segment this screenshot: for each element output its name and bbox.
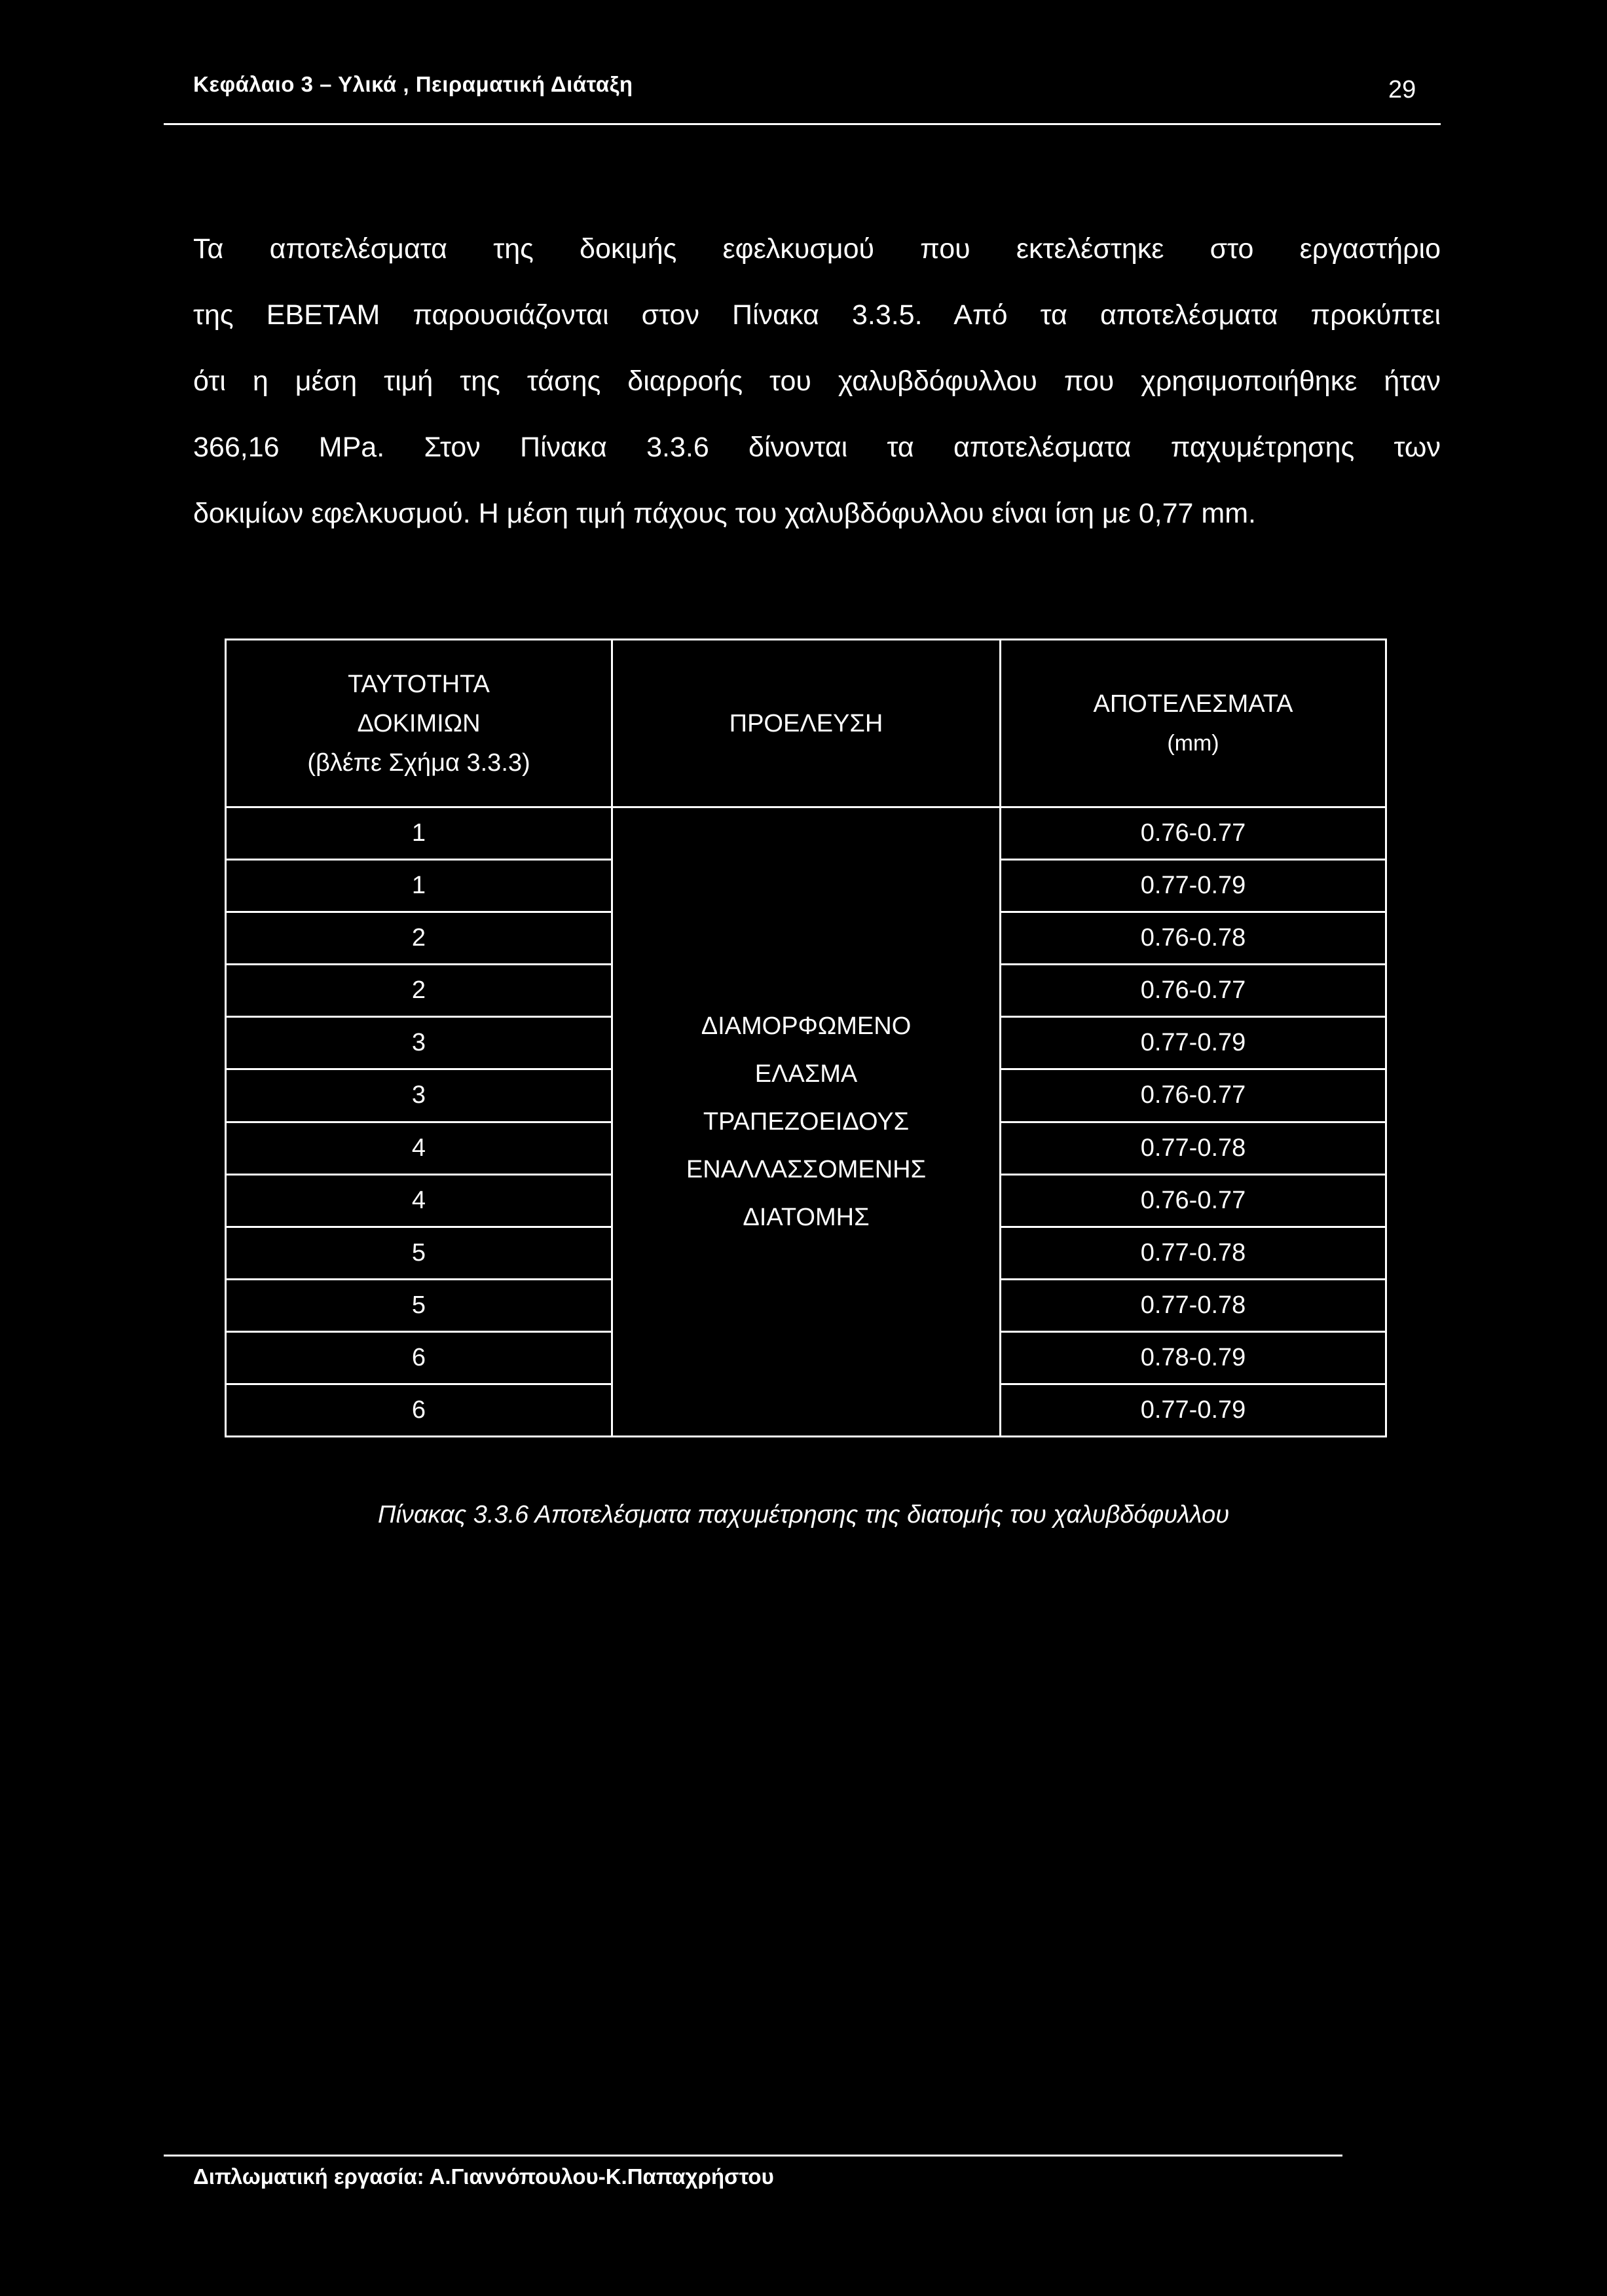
specimen-id-cell: 4 — [226, 1174, 612, 1227]
thickness-results-table — [225, 639, 1387, 1437]
body-paragraph — [193, 216, 1441, 547]
result-cell: 0.77-0.79 — [1001, 860, 1386, 912]
result-cell: 0.76-0.77 — [1001, 1069, 1386, 1122]
result-cell: 0.76-0.78 — [1001, 912, 1386, 965]
paragraph-line: Τα αποτελέσματα της δοκιμής εφελκυσμού που εκτελέστηκε στο εργαστήριο — [193, 233, 1441, 265]
specimen-id-cell: 3 — [226, 1069, 612, 1122]
result-cell: 0.77-0.78 — [1001, 1122, 1386, 1174]
result-cell: 0.77-0.79 — [1001, 1017, 1386, 1069]
specimen-id-cell: 3 — [226, 1017, 612, 1069]
result-cell: 0.77-0.78 — [1001, 1227, 1386, 1279]
header-origin: ΠΡΟΕΛΕΥΣΗ — [612, 640, 1001, 807]
paragraph-line: της ΕΒΕΤΑΜ παρουσιάζονται στον Πίνακα 3.3.5. Από τα αποτελέσματα προκύπτει — [193, 299, 1441, 331]
paragraph-line: ότι η μέση τιμή της τάσης διαρροής του χαλυβδόφυλλου που χρησιμοποιήθηκε ήταν — [193, 365, 1441, 397]
result-cell: 0.77-0.78 — [1001, 1279, 1386, 1331]
paragraph-line: δοκιμίων εφελκυσμού. Η μέση τιμή πάχους του χαλυβδόφυλλου είναι ίση με 0,77 mm. — [193, 498, 1256, 529]
result-cell: 0.76-0.77 — [1001, 807, 1386, 860]
specimen-id-cell: 4 — [226, 1122, 612, 1174]
origin-cell: ΔΙΑΜΟΡΦΩΜΕΝΟ ΕΛΑΣΜΑ ΤΡΑΠΕΖΟΕΙΔΟΥΣ ΕΝΑΛΛΑΣΣΟΜΕΝΗΣ ΔΙΑΤΟΜΗΣ — [612, 807, 1001, 1437]
header-results: ΑΠΟΤΕΛΕΣΜΑΤΑ (mm) — [1001, 640, 1386, 807]
specimen-id-cell: 6 — [226, 1331, 612, 1384]
result-cell: 0.76-0.77 — [1001, 965, 1386, 1017]
header-specimen-id: ΤΑΥΤΟΤΗΤΑ ΔΟΚΙΜΙΩΝ (βλέπε Σχήμα 3.3.3) — [226, 640, 612, 807]
paragraph-line: 366,16 MPa. Στον Πίνακα 3.3.6 δίνονται τα αποτελέσματα παχυμέτρησης των — [193, 432, 1441, 463]
specimen-id-cell: 6 — [226, 1384, 612, 1436]
specimen-id-cell: 1 — [226, 807, 612, 860]
footer-divider — [164, 2155, 1342, 2157]
specimen-id-cell: 5 — [226, 1279, 612, 1331]
result-cell: 0.78-0.79 — [1001, 1331, 1386, 1384]
specimen-id-cell: 2 — [226, 912, 612, 965]
table-header-row — [226, 640, 1386, 807]
footer-credit: Διπλωματική εργασία: Α.Γιαννόπουλου-Κ.Παπαχρήστου — [193, 2164, 774, 2189]
page-number: 29 — [1388, 76, 1416, 103]
table-row — [226, 807, 1386, 860]
specimen-id-cell: 1 — [226, 860, 612, 912]
table-caption: Πίνακας 3.3.6 Αποτελέσματα παχυμέτρησης της διατομής του χαλυβδόφυλλου — [377, 1501, 1230, 1528]
chapter-heading: Κεφάλαιο 3 – Υλικά , Πειραματική Διάταξη — [193, 72, 633, 96]
result-cell: 0.76-0.77 — [1001, 1174, 1386, 1227]
specimen-id-cell: 2 — [226, 965, 612, 1017]
specimen-id-cell: 5 — [226, 1227, 612, 1279]
result-cell: 0.77-0.79 — [1001, 1384, 1386, 1436]
header-divider — [164, 123, 1441, 125]
